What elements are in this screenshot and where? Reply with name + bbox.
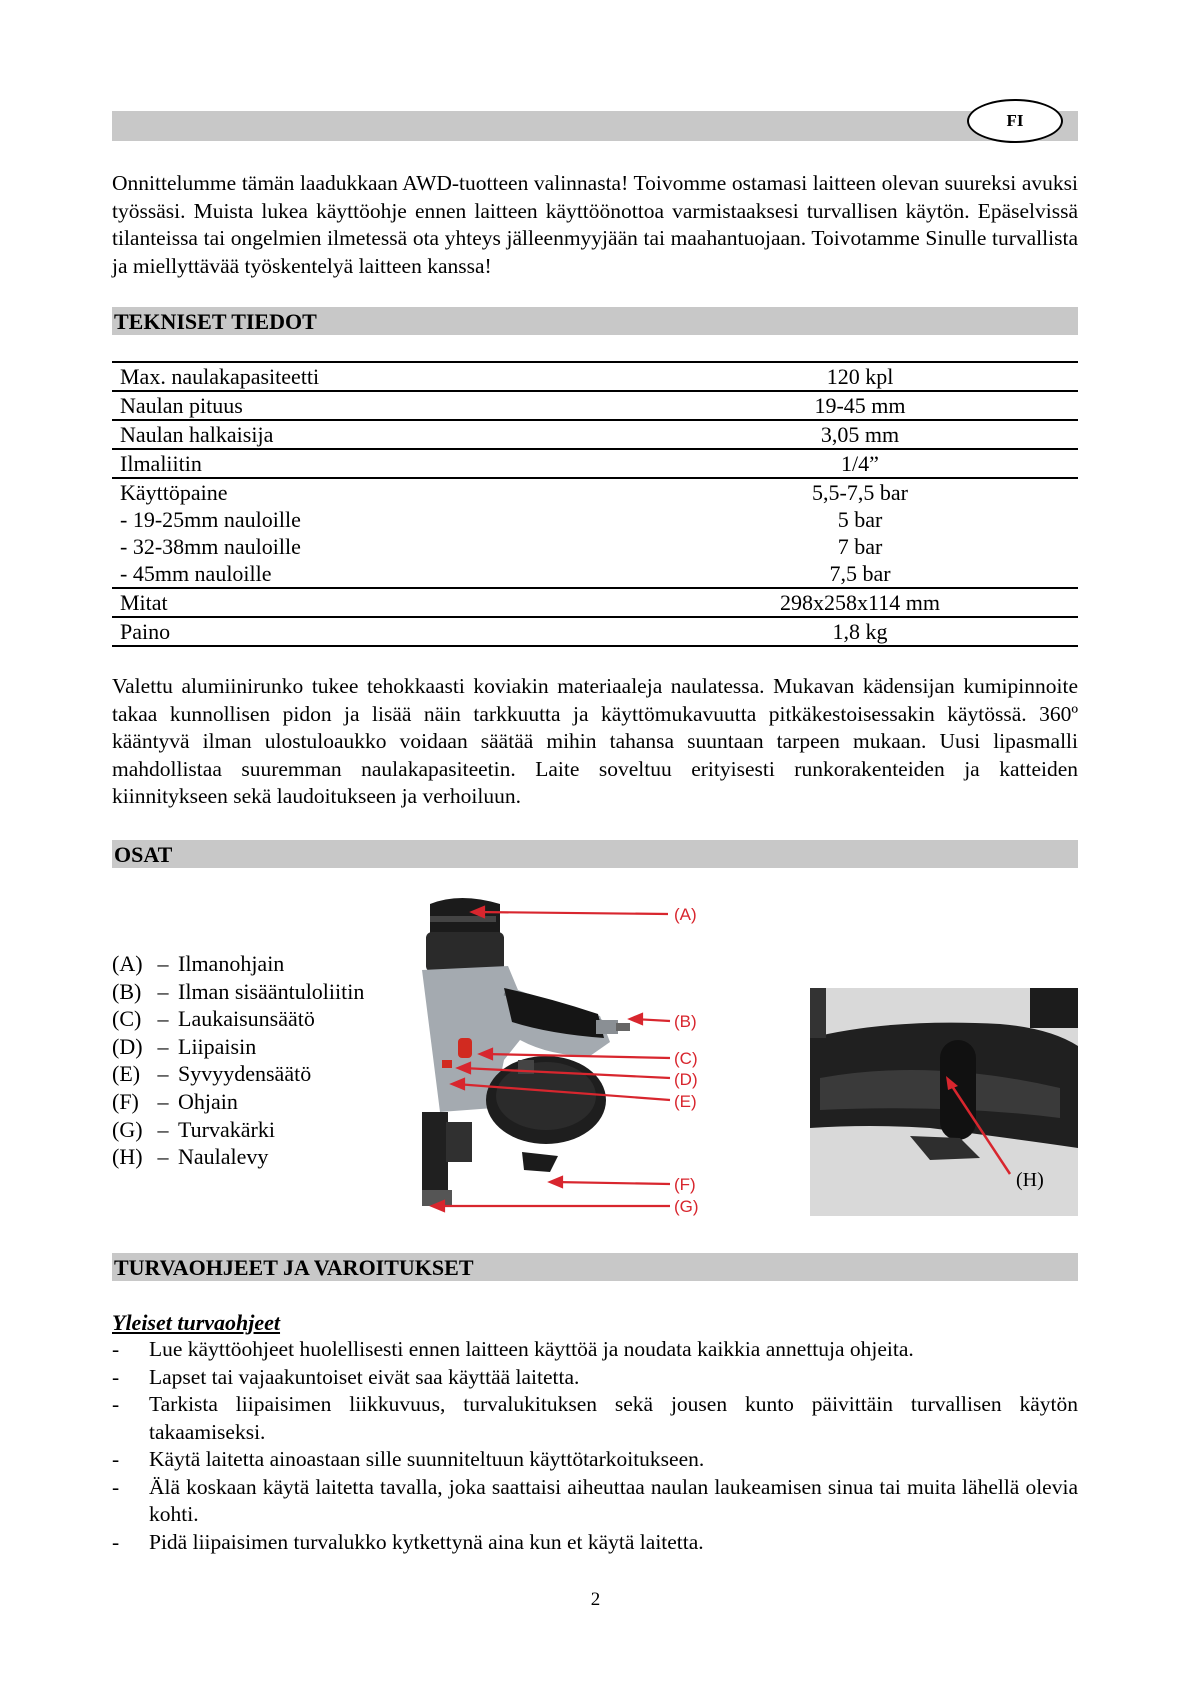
intro-paragraph: Onnittelumme tämän laadukkaan AWD-tuotteen valinnasta! Toivomme ostamasi laitteen olevan suureksi avuksi työssäsi. Muista lukea käyttöohje ennen laitteen käyttöönottoa varmistaaksesi turvallisen käytön. Epäselvissä tilanteissa tai ongelmien ilmetessä ota yhteys jälleenmyyjään tai maahantuojaan. Toivotamme Sinulle turvallista ja miellyttävää työskentelyä laitteen kanssa! (112, 171, 1078, 278)
part-dash: – (157, 1116, 169, 1142)
part-dash: – (157, 951, 169, 976)
part-name: Turvakärki (178, 1116, 275, 1142)
spec-value: 1/4” (650, 449, 1078, 478)
safety-item-text: Älä koskaan käytä laitetta tavalla, joka saattaisi aiheuttaa naulan laukeamisen sinua tai muita lähellä olevia kohti. (149, 1474, 1078, 1526)
list-item (112, 1364, 1078, 1392)
nailer-illustration (422, 898, 630, 1206)
part-name: Ohjain (178, 1088, 238, 1114)
language-badge: FI (967, 99, 1063, 143)
part-code: (E) (112, 1061, 141, 1087)
safety-item-text: Pidä liipaisimen turvalukko kytkettynä aina kun et käytä laitetta. (149, 1529, 704, 1554)
part-dash: – (157, 1088, 169, 1114)
table-row (112, 617, 1078, 646)
spec-label: - 19-25mm nauloille (120, 507, 301, 532)
spec-label: Ilmaliitin (112, 449, 650, 478)
part-dash: – (157, 1061, 169, 1087)
parts-heading: OSAT (112, 840, 1078, 868)
part-name: Liipaisin (178, 1033, 257, 1059)
callout-d: (D) (674, 1070, 698, 1089)
part-dash: – (157, 1144, 169, 1170)
table-row (112, 560, 1078, 588)
part-code: (B) (112, 978, 142, 1004)
part-code: (A) (112, 951, 143, 976)
parts-list (112, 950, 364, 1171)
description-paragraph: Valettu alumiinirunko tukee tehokkaasti koviakin materiaaleja naulatessa. Mukavan kädensijan kumipinnoite takaa kunnollisen pidon ja lisää näin tarkkuutta ja käyttömukavuutta pitkäkestoisessakin käytössä. 360º kääntyvä ilman ulostuloaukko voidaan säätää mihin tahansa suuntaan tarpeen mukaan. Uusi lipasmalli mahdollistaa suuremman naulakapasiteetin. Laite soveltuu erityisesti runkorakenteiden ja katteiden kiinnitykseen sekä laudoitukseen ja verhoiluun. (112, 674, 1078, 808)
part-name: Laukaisunsäätö (178, 1006, 315, 1032)
part-code: (G) (112, 1116, 143, 1142)
list-item (112, 1143, 364, 1171)
list-item (112, 1060, 364, 1088)
list-item (112, 1336, 1078, 1364)
safety-subheading: Yleiset turvaohjeet (112, 1310, 281, 1335)
table-row (112, 588, 1078, 617)
list-item (112, 1005, 364, 1033)
bullet-dash: - (112, 1529, 120, 1554)
safety-list (112, 1336, 1078, 1556)
table-row (112, 391, 1078, 420)
bullet-dash: - (112, 1447, 120, 1471)
list-item (112, 1391, 1078, 1446)
bullet-dash: - (112, 1392, 120, 1416)
table-row (112, 449, 1078, 478)
table-row (112, 362, 1078, 391)
spec-label: Mitat (112, 588, 650, 617)
table-row (112, 478, 1078, 506)
list-item (112, 1529, 1078, 1557)
part-name: Ilmanohjain (178, 951, 285, 976)
list-item (112, 950, 364, 978)
bullet-dash: - (112, 1364, 120, 1389)
spec-value: 19-45 mm (650, 391, 1078, 420)
list-item (112, 1088, 364, 1116)
safety-item-text: Käytä laitetta ainoastaan sille suunniteltuun käyttötarkoitukseen. (149, 1447, 705, 1471)
list-item (112, 978, 364, 1006)
table-row (112, 420, 1078, 449)
spec-label: Paino (112, 617, 650, 646)
list-item (112, 1116, 364, 1144)
safety-item-text: Tarkista liipaisimen liikkuvuus, turvalukituksen sekä jousen kunto päivittäin turvallisen käytön takaamiseksi. (149, 1392, 1078, 1444)
spec-label: Naulan pituus (112, 391, 650, 420)
spec-label: - 45mm nauloille (112, 560, 650, 588)
part-dash: – (157, 1006, 169, 1032)
callout-f: (F) (674, 1175, 696, 1194)
bullet-dash: - (112, 1337, 120, 1361)
safety-item-text: Lue käyttöohjeet huolellisesti ennen laitteen käyttöä ja noudata kaikkia annettuja ohjeita. (149, 1337, 914, 1361)
nailer-figure (400, 890, 780, 1225)
callout-c: (C) (674, 1049, 698, 1068)
specs-heading: TEKNISET TIEDOT (112, 307, 1078, 335)
table-row (112, 533, 1078, 560)
bullet-dash: - (112, 1474, 120, 1499)
callout-h: (H) (1016, 1169, 1044, 1191)
callout-a: (A) (674, 905, 697, 924)
callout-g: (G) (674, 1197, 699, 1216)
part-name: Naulalevy (178, 1144, 269, 1170)
spec-label: Naulan halkaisija (112, 420, 650, 449)
part-name: Ilman sisääntuloliitin (178, 978, 365, 1004)
safety-heading: TURVAOHJEET JA VAROITUKSET (112, 1253, 1078, 1281)
list-item (112, 1033, 364, 1061)
spec-value: 1,8 kg (650, 617, 1078, 646)
spec-value: 3,05 mm (650, 420, 1078, 449)
spec-value: 298x258x114 mm (650, 588, 1078, 617)
spec-label: Max. naulakapasiteetti (112, 362, 650, 391)
part-code: (F) (112, 1088, 139, 1114)
spec-value: 5 bar (837, 507, 883, 532)
part-code: (D) (112, 1033, 143, 1059)
specs-table (112, 361, 1078, 647)
part-dash: – (157, 1033, 169, 1059)
page-number: 2 (590, 1589, 601, 1610)
list-item (112, 1446, 1078, 1474)
spec-value: 5,5-7,5 bar (812, 480, 908, 505)
nail-plate-photo (810, 988, 1078, 1216)
callout-e: (E) (674, 1092, 697, 1111)
part-dash: – (157, 978, 169, 1004)
table-row (112, 506, 1078, 533)
safety-item-text: Lapset tai vajaakuntoiset eivät saa käyttää laitetta. (149, 1364, 580, 1389)
spec-label: - 32-38mm nauloille (120, 534, 301, 559)
spec-value: 7 bar (837, 534, 883, 559)
list-item (112, 1474, 1078, 1529)
part-code: (H) (112, 1144, 143, 1170)
spec-value: 120 kpl (650, 362, 1078, 391)
callout-b: (B) (674, 1012, 697, 1031)
part-code: (C) (112, 1006, 142, 1032)
spec-value: 7,5 bar (650, 560, 1078, 588)
spec-label: Käyttöpaine (120, 480, 228, 505)
header-bar (112, 111, 1078, 141)
part-name: Syvyydensäätö (178, 1061, 312, 1087)
